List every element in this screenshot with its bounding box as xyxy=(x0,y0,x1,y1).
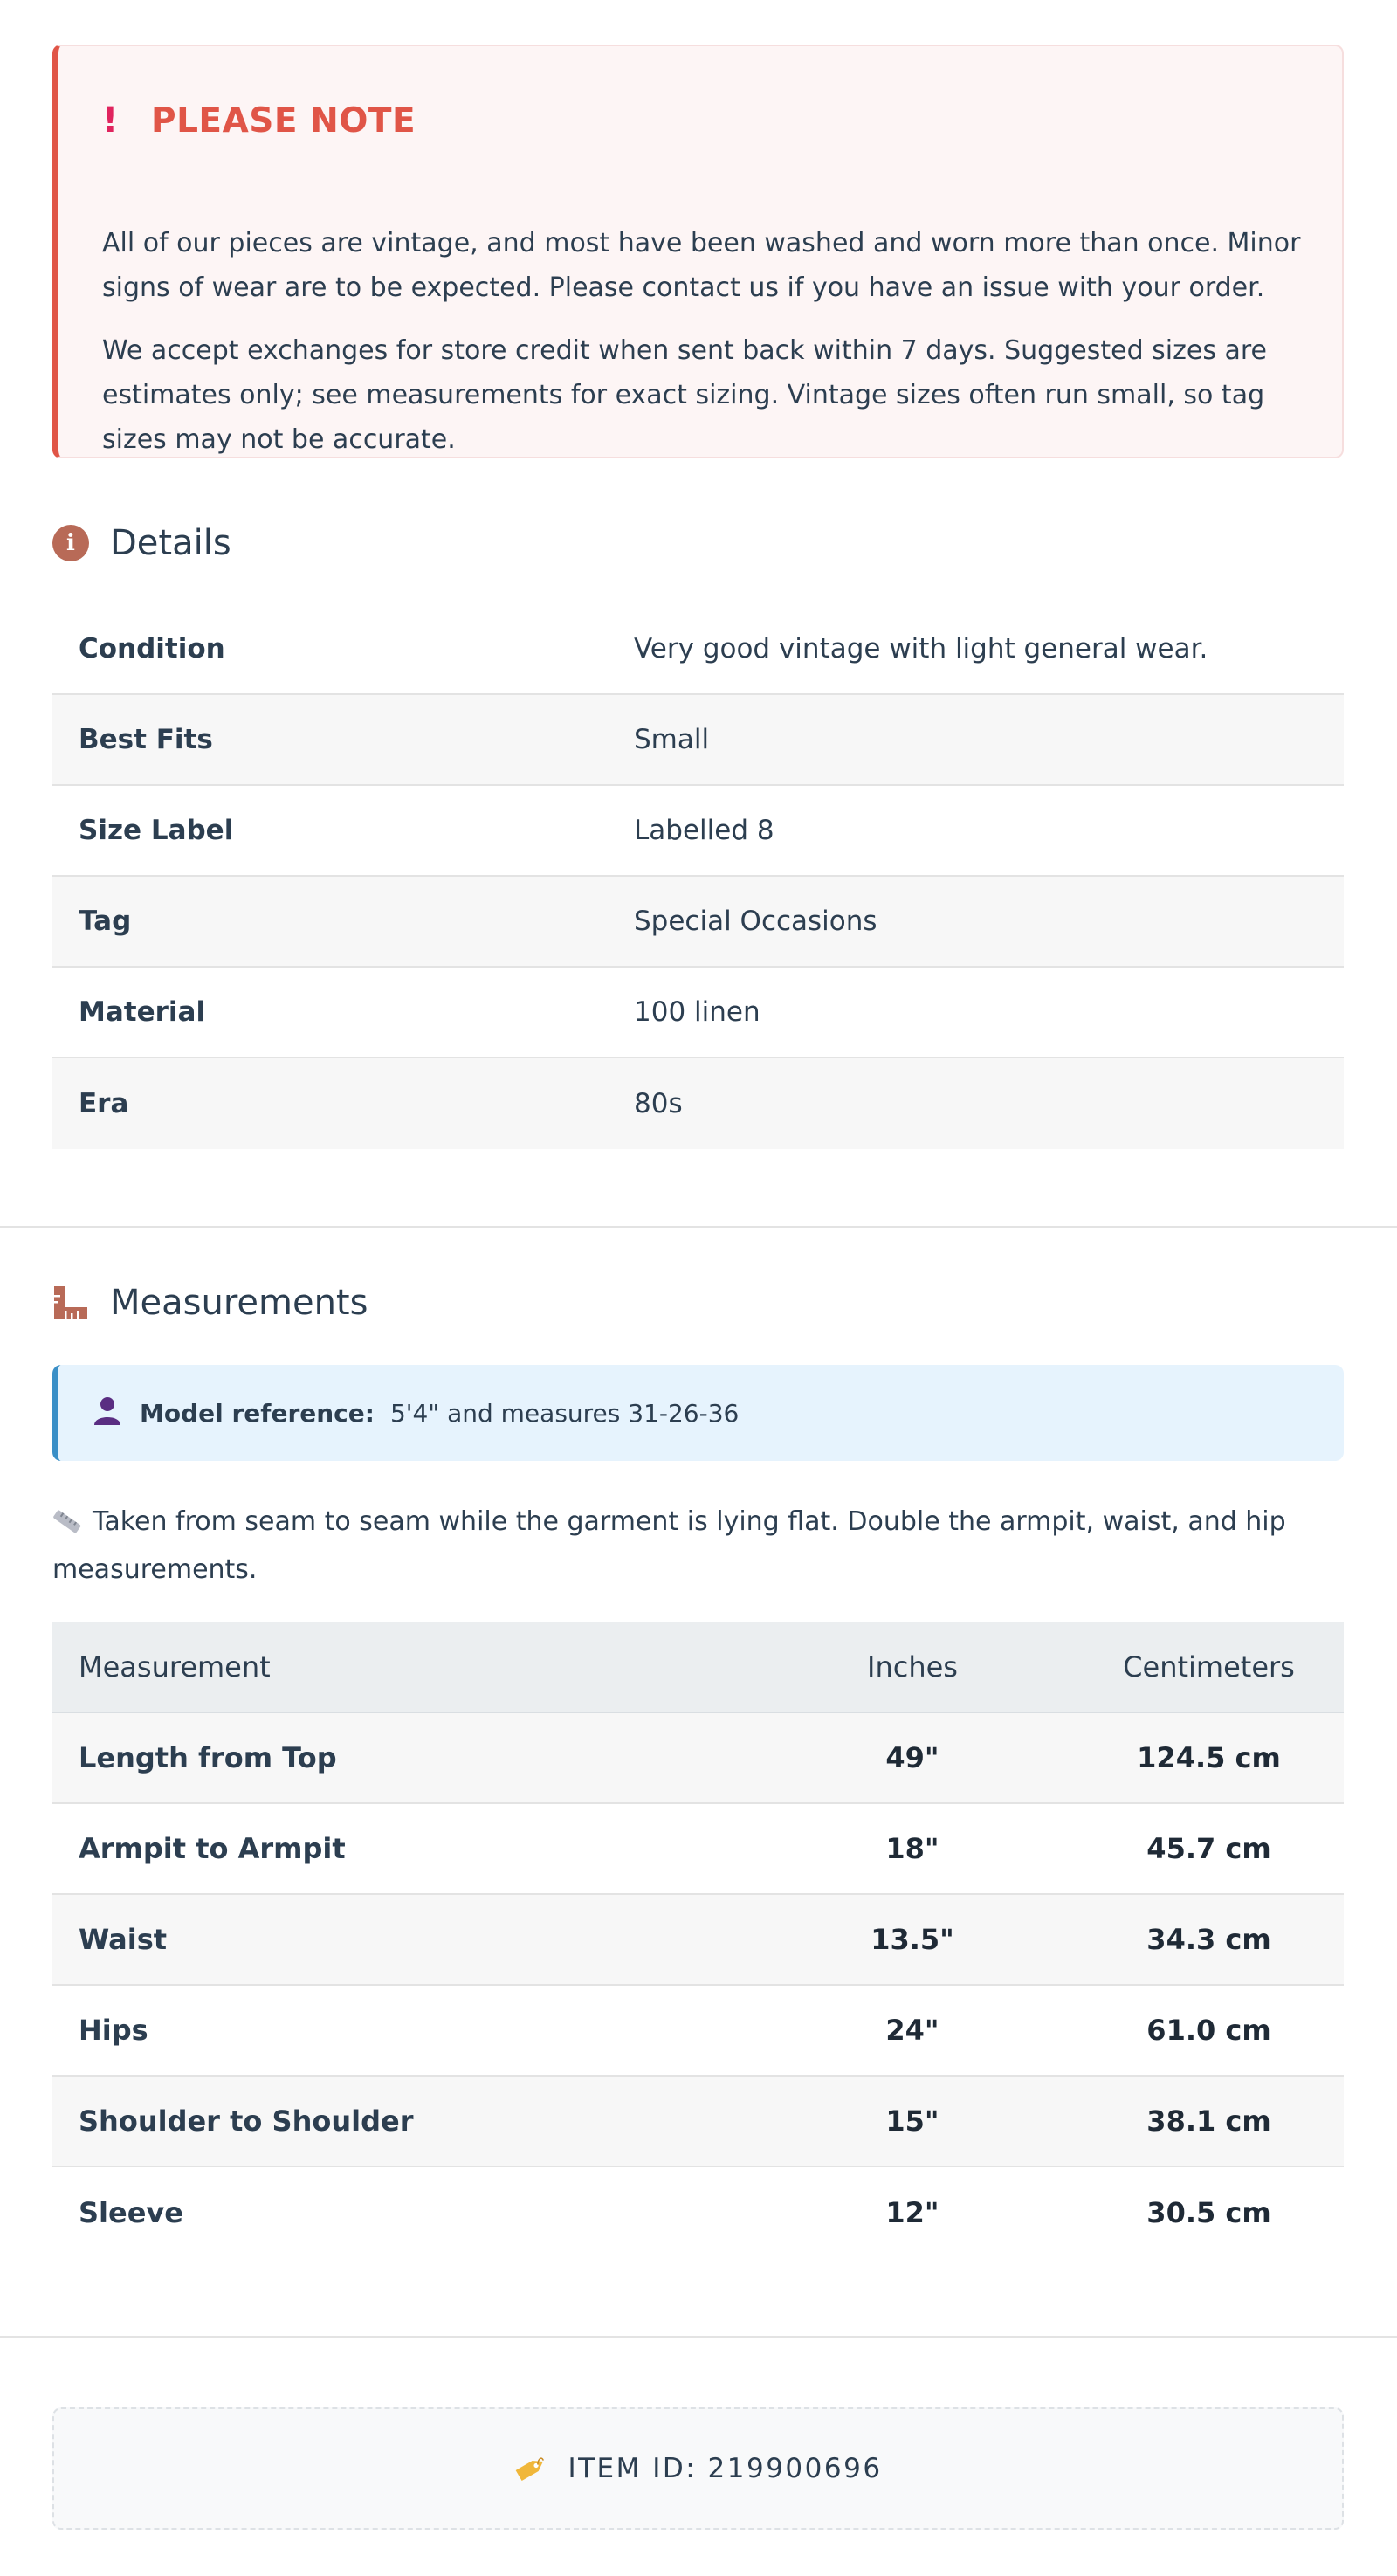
measurement-cm: 38.1 cm xyxy=(1146,2104,1271,2138)
ruler-diagonal-icon xyxy=(52,1503,82,1547)
notice-title: PLEASE NOTE xyxy=(151,100,416,141)
measurement-cm: 45.7 cm xyxy=(1146,1832,1271,1865)
measurement-name: Armpit to Armpit xyxy=(79,1832,346,1865)
details-label: Era xyxy=(79,1088,129,1119)
details-value: Labelled 8 xyxy=(634,815,774,846)
model-reference-box xyxy=(52,1365,1344,1461)
details-row-tag xyxy=(52,877,1344,968)
measurement-inches: 49" xyxy=(885,1741,939,1774)
notice-paragraph-wear: All of our pieces are vintage, and most have been washed and worn more than once. Minor signs of wear are to be expected. Please contact us if you have an issue with your order. xyxy=(102,228,1301,303)
details-label: Size Label xyxy=(79,815,234,846)
measurement-name: Waist xyxy=(79,1923,168,1956)
details-value: Small xyxy=(634,724,710,755)
measurement-name: Shoulder to Shoulder xyxy=(79,2104,414,2138)
measurement-inches: 24" xyxy=(885,2014,939,2047)
tag-icon xyxy=(513,2454,548,2483)
table-row xyxy=(52,1895,1344,1986)
model-reference-value: 5'4" and measures 31-26-36 xyxy=(389,1398,740,1428)
model-reference-label: Model reference: xyxy=(140,1398,375,1428)
measurement-inches: 12" xyxy=(885,2196,939,2229)
notice-paragraph-exchanges: We accept exchanges for store credit when sent back within 7 days. Suggested sizes are estimates only; see measurements for exact sizing. Vintage sizes often run small, so tag sizes may not be accurate. xyxy=(102,335,1268,455)
table-header xyxy=(52,1622,1344,1713)
measurements-heading xyxy=(52,1281,368,1325)
item-id-box xyxy=(52,2407,1344,2530)
table-row xyxy=(52,1804,1344,1895)
measurement-name: Hips xyxy=(79,2014,148,2047)
details-label: Tag xyxy=(79,906,132,937)
table-body xyxy=(52,1713,1344,2258)
details-heading xyxy=(52,521,231,565)
header-inches: Inches xyxy=(867,1650,958,1684)
details-row-condition xyxy=(52,604,1344,695)
details-row-size-label xyxy=(52,786,1344,877)
measurement-cm: 124.5 cm xyxy=(1137,1741,1281,1774)
table-row xyxy=(52,2077,1344,2167)
details-value: 80s xyxy=(634,1088,683,1119)
details-value: Very good vintage with light general wear. xyxy=(634,633,1208,665)
measurements-title: Measurements xyxy=(110,1283,368,1323)
header-centimeters: Centimeters xyxy=(1123,1650,1295,1684)
measurement-inches: 15" xyxy=(885,2104,939,2138)
details-row-material xyxy=(52,968,1344,1058)
measurement-note xyxy=(52,1499,1310,1592)
details-label: Best Fits xyxy=(79,724,213,755)
details-title: Details xyxy=(110,523,231,563)
info-icon: i xyxy=(52,525,89,561)
notice-box xyxy=(52,45,1344,458)
item-id-label: ITEM ID: 219900696 xyxy=(568,2453,883,2484)
measurement-cm: 61.0 cm xyxy=(1146,2014,1271,2047)
details-table xyxy=(52,604,1344,1149)
table-row xyxy=(52,1986,1344,2077)
measurement-name: Length from Top xyxy=(79,1741,337,1774)
table-row xyxy=(52,1713,1344,1804)
measurement-cm: 30.5 cm xyxy=(1146,2196,1271,2229)
person-icon xyxy=(93,1395,122,1431)
details-value: Special Occasions xyxy=(634,906,877,937)
measurement-inches: 18" xyxy=(885,1832,939,1865)
measurement-name: Sleeve xyxy=(79,2196,183,2229)
details-row-best-fits xyxy=(52,695,1344,786)
notice-header xyxy=(102,99,416,142)
details-label: Material xyxy=(79,996,206,1028)
exclamation-icon: ! xyxy=(102,100,119,141)
measurement-note-text: Taken from seam to seam while the garment is lying flat. Double the armpit, waist, and hip measurements. xyxy=(52,1506,1286,1585)
measurement-cm: 34.3 cm xyxy=(1146,1923,1271,1956)
measurement-inches: 13.5" xyxy=(871,1923,954,1956)
measurements-table xyxy=(52,1622,1344,2258)
details-row-era xyxy=(52,1058,1344,1149)
section-divider xyxy=(0,1226,1397,1228)
ruler-icon xyxy=(52,1285,89,1321)
section-divider xyxy=(0,2336,1397,2338)
header-measurement: Measurement xyxy=(79,1650,271,1684)
table-row xyxy=(52,2167,1344,2258)
details-label: Condition xyxy=(79,633,225,665)
details-value: 100 linen xyxy=(634,996,760,1028)
